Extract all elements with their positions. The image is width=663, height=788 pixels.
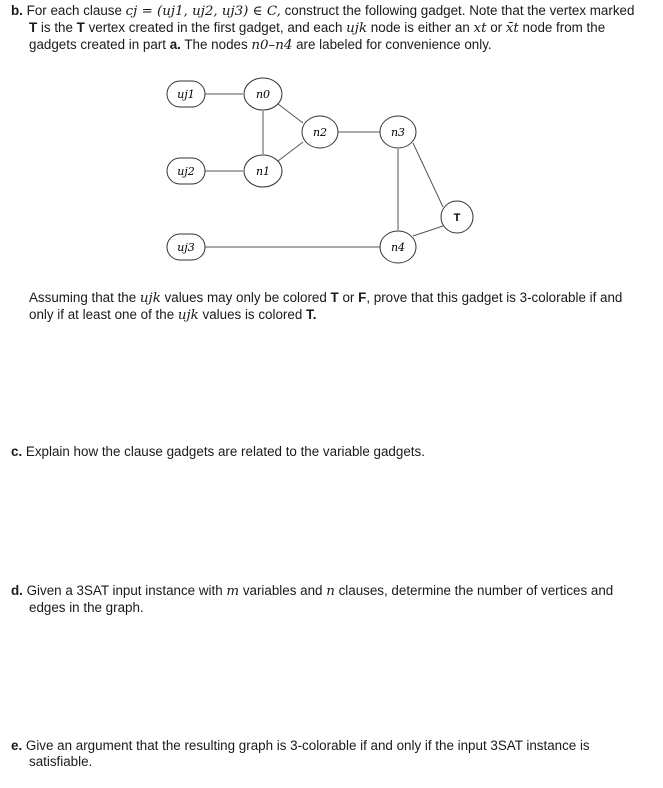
m-symbol: m [226,584,240,599]
label-n0: n0 [255,88,271,101]
text: is the [40,20,73,36]
n-symbol: n [326,584,335,599]
label-uj2: uj2 [177,165,195,178]
text: are labeled for convenience only. [296,37,492,53]
label-n2: n2 [312,126,328,139]
part-b-label: b. [11,3,23,18]
part-c-label: c. [11,444,23,459]
xbar-symbol: x̄t [505,21,519,37]
text: Given a 3SAT input instance with [26,583,223,598]
t-bold: T [29,20,38,36]
ujk-symbol: ujk [177,308,199,324]
label-n4: n4 [390,241,406,254]
text: node is either an [370,20,470,36]
label-n3: n3 [390,126,406,139]
t-bold: T [76,20,85,36]
text: vertex created in the first gadget, and each [88,20,343,36]
xt-symbol: xt [473,21,487,37]
edge-n0-n2 [278,104,303,123]
part-c-text: Explain how the clause gadgets are related to the variable gadgets. [25,444,425,459]
part-b-followup [29,290,623,324]
label-T: T [453,212,461,224]
ujk-symbol: ujk [346,21,368,37]
node-range: n0–n4 [251,38,293,54]
text: or [342,290,355,305]
label-uj1: uj1 [177,88,195,101]
part-c-paragraph [11,444,641,460]
part-e-text: Give an argument that the resulting graph is 3-colorable if and only if the input 3SAT instance is satisfiable. [25,738,590,770]
text: construct the following gadget. Note that the vertex marked [284,3,635,18]
text: Assuming that the [29,290,137,305]
edge-n1-n2 [278,142,303,161]
part-d-paragraph [11,583,641,616]
text: variables and [242,583,323,598]
text: clauses, determine the number of vertices and edges in the graph. [29,583,614,616]
text: The nodes [184,37,248,53]
part-d-label: d. [11,583,23,598]
label-n1: n1 [255,165,271,178]
t-bold: T. [306,307,317,323]
text: , prove that this gadget is 3-colorable if and only if at least one of the [29,290,623,323]
text: For each clause [26,3,122,18]
part-e-paragraph [11,738,641,770]
t-bold: T [330,290,339,305]
text: or [490,20,503,36]
text: values is colored [202,307,303,323]
text: node from the gadgets created in part [29,20,606,53]
edge-n4-T [413,226,443,236]
edge-n3-T [413,143,443,207]
clause-expression: cj = (uj1, uj2, uj3) ∈ C, [125,4,281,19]
ujk-symbol: ujk [139,291,161,306]
text: values may only be colored [164,290,327,305]
f-bold: F [358,290,367,305]
label-uj3: uj3 [177,241,195,254]
part-e-label: e. [11,738,23,753]
part-a-ref: a. [169,37,181,53]
